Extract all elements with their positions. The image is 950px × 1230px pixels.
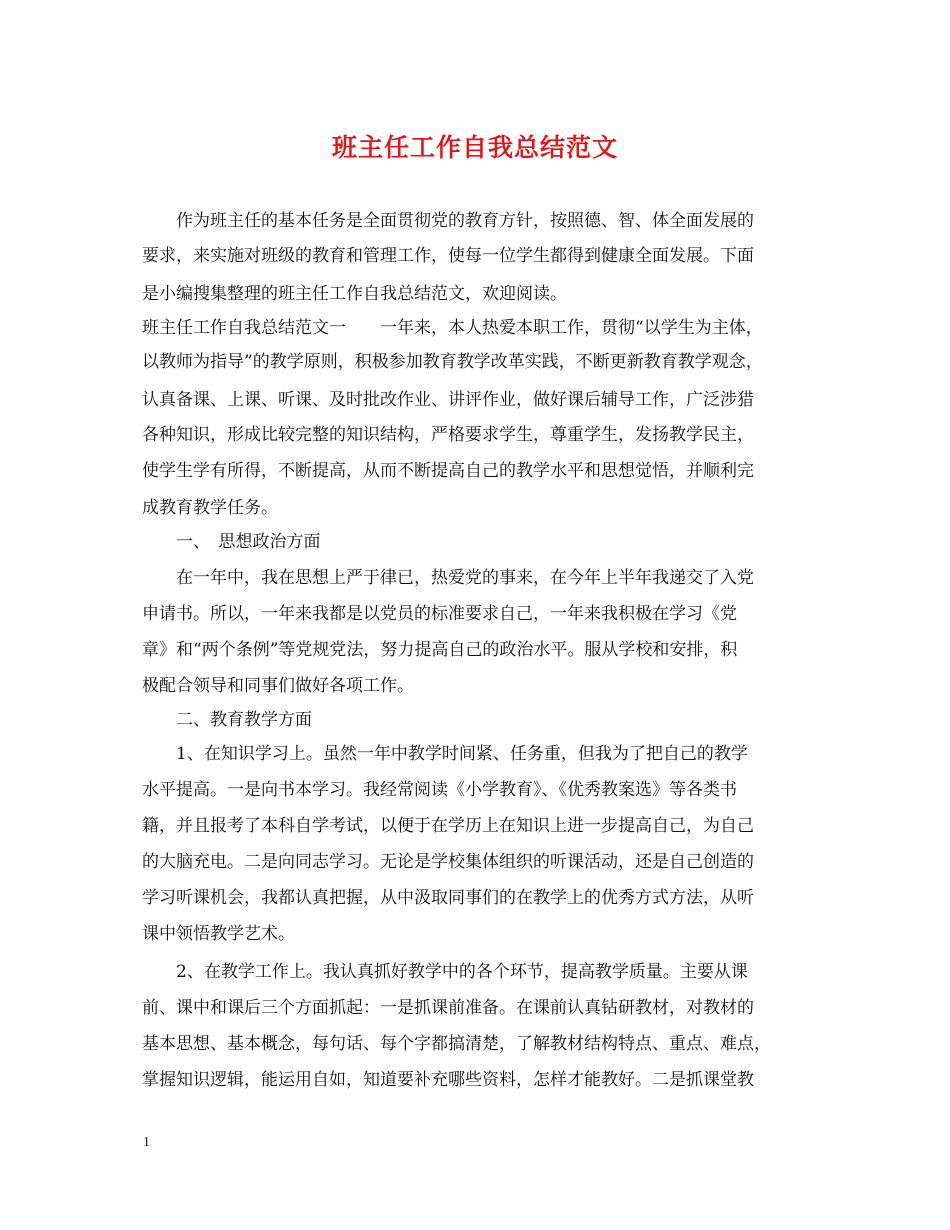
text-line: 的大脑充电。二是向同志学习。无论是学校集体组织的听课活动，还是自己创造的 bbox=[142, 852, 754, 872]
text-line: 水平提高。一是向书本学习。我经常阅读《小学教育》、《优秀教案选》等各类书 bbox=[142, 780, 737, 800]
text-line: 成教育教学任务。 bbox=[142, 498, 278, 518]
text-line: 以教师为指导”的教学原则，积极参加教育教学改革实践，不断更新教育教学观念， bbox=[142, 352, 763, 372]
text-line: 认真备课、上课、听课、及时批改作业、讲评作业，做好课后辅导工作，广泛涉猎 bbox=[142, 390, 754, 410]
text-line: 1、在知识学习上。虽然一年中教学时间紧、任务重，但我为了把自己的教学 bbox=[176, 744, 748, 764]
text-line: 各种知识，形成比较完整的知识结构，严格要求学生，尊重学生，发扬教学民主， bbox=[142, 425, 754, 445]
text-line: 申请书。所以，一年来我都是以党员的标准要求自己，一年来我积极在学习《党 bbox=[142, 604, 737, 624]
text-line: 要求，来实施对班级的教育和管理工作，使每一位学生都得到健康全面发展。下面 bbox=[142, 246, 754, 266]
text-line: 学习听课机会，我都认真把握，从中汲取同事们的在教学上的优秀方式方法，从听 bbox=[142, 888, 754, 908]
text-line: 前、课中和课后三个方面抓起：一是抓课前准备。在课前认真钻研教材，对教材的 bbox=[142, 998, 754, 1018]
text-line: 作为班主任的基本任务是全面贯彻党的教育方针，按照德、智、体全面发展的 bbox=[176, 211, 754, 231]
section-heading: 一、 思想政治方面 bbox=[176, 532, 321, 552]
page-number: 1 bbox=[143, 1135, 150, 1150]
text-line: 基本思想、基本概念，每句话、每个字都搞清楚，了解教材结构特点、重点、难点， bbox=[142, 1034, 771, 1054]
text-line: 班主任工作自我总结范文一 一年来，本人热爱本职工作，贯彻“以学生为主体， bbox=[142, 318, 763, 338]
page-title: 班主任工作自我总结范文 bbox=[331, 133, 618, 162]
text-line: 章》和“两个条例”等党规党法，努力提高自己的政治水平。服从学校和安排，积 bbox=[142, 640, 738, 660]
section-heading: 二、教育教学方面 bbox=[176, 710, 312, 730]
text-line: 2、在教学工作上。我认真抓好教学中的各个环节，提高教学质量。主要从课 bbox=[176, 962, 748, 982]
text-line: 在一年中，我在思想上严于律已，热爱党的事来，在今年上半年我递交了入党 bbox=[176, 568, 754, 588]
text-line: 课中领悟教学艺术。 bbox=[142, 924, 295, 944]
text-line: 籍，并且报考了本科自学考试，以便于在学历上在知识上进一步提高自己，为自己 bbox=[142, 816, 754, 836]
text-line: 使学生学有所得，不断提高，从而不断提高自己的教学水平和思想觉悟，并顺利完 bbox=[142, 461, 754, 481]
text-line: 极配合领导和同事们做好各项工作。 bbox=[142, 676, 414, 696]
text-line: 是小编搜集整理的班主任工作自我总结范文，欢迎阅读。 bbox=[142, 284, 567, 304]
text-line: 掌握知识逻辑，能运用自如，知道要补充哪些资料，怎样才能教好。二是抓课堂教 bbox=[142, 1070, 754, 1090]
